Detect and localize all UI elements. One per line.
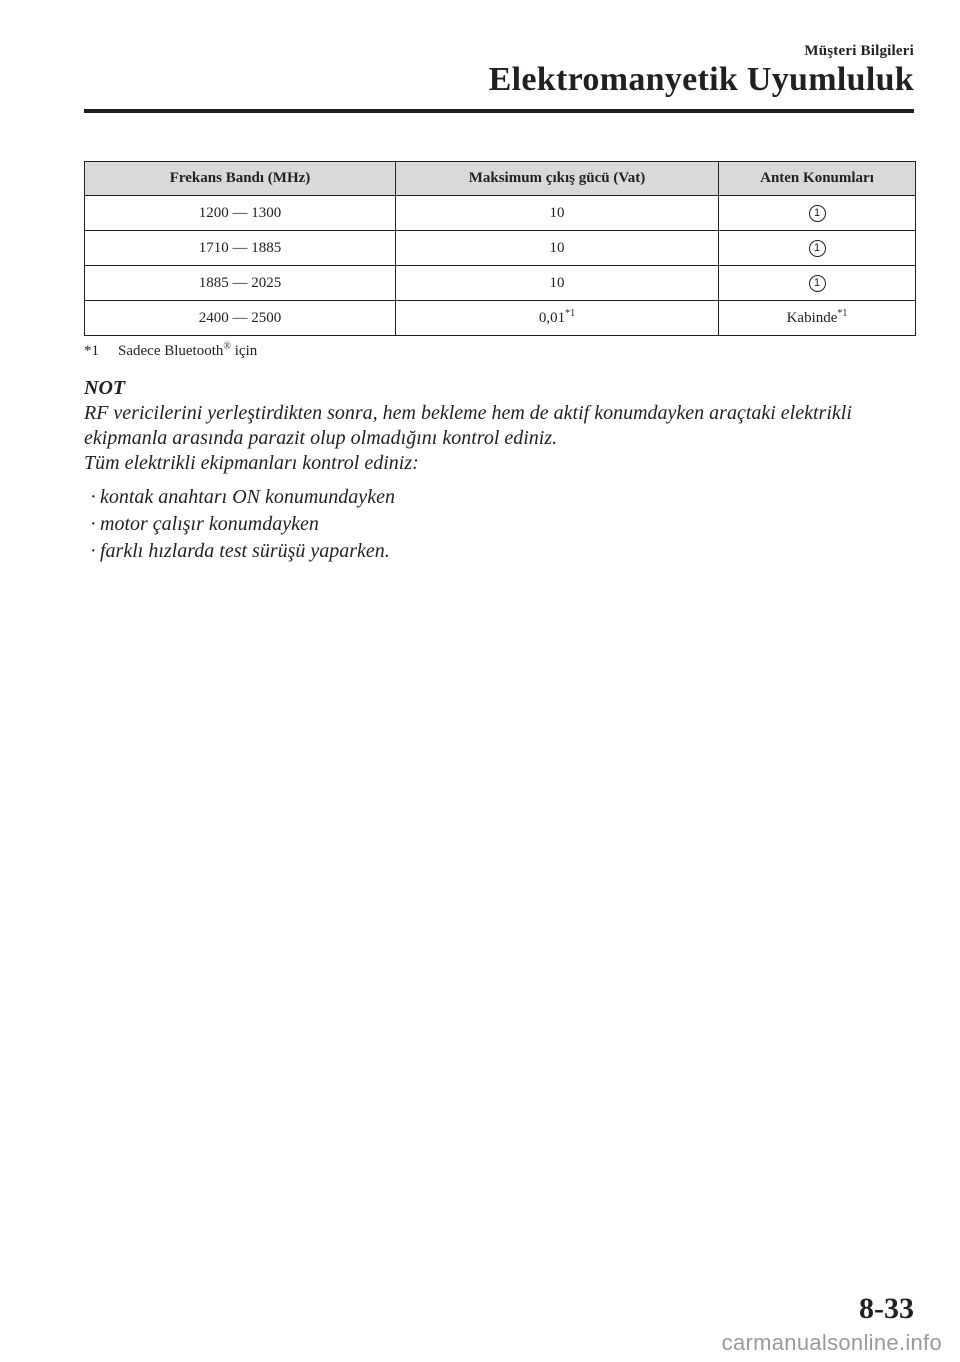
power-cell bbox=[396, 231, 719, 266]
bullet-icon: · bbox=[90, 540, 97, 562]
antenna-location-marker: 1 bbox=[809, 240, 826, 257]
note-block bbox=[84, 376, 924, 565]
note-bullet-list bbox=[84, 484, 924, 565]
frequency-cell: 1710 — 1885 bbox=[85, 231, 396, 266]
header-divider bbox=[84, 109, 914, 113]
section-label: Müşteri Bilgileri bbox=[804, 43, 914, 59]
table-row bbox=[85, 266, 916, 301]
note-paragraph: RF vericilerini yerleştirdikten sonra, hem bekleme hem de aktif konumdayken araçtaki elektrikli ekipmanla arasında parazit olup olmadığını kontrol ediniz. bbox=[84, 402, 852, 449]
chapter-title: Elektromanyetik Uyumluluk bbox=[488, 61, 914, 98]
watermark: carmanualsonline.info bbox=[721, 1330, 942, 1355]
antenna-footnote-mark: *1 bbox=[837, 307, 848, 319]
column-header-frequency: Frekans Bandı (MHz) bbox=[85, 162, 396, 196]
list-item bbox=[90, 484, 924, 511]
power-cell bbox=[396, 266, 719, 301]
power-value: 0,01 bbox=[538, 309, 566, 326]
list-item bbox=[90, 511, 924, 538]
list-item-text: kontak anahtarı ON konumundayken bbox=[100, 486, 395, 508]
frequency-cell: 1885 — 2025 bbox=[85, 266, 396, 301]
bullet-icon: · bbox=[90, 486, 97, 508]
column-header-antenna: Anten Konumları bbox=[719, 162, 916, 196]
antenna-location-text: Kabinde bbox=[786, 309, 838, 326]
column-header-power: Maksimum çıkış gücü (Vat) bbox=[396, 162, 719, 196]
list-item bbox=[90, 538, 924, 565]
table-row bbox=[85, 231, 916, 266]
table-footnote bbox=[84, 343, 257, 360]
power-footnote-mark: *1 bbox=[565, 307, 576, 319]
registered-mark: ® bbox=[223, 341, 231, 352]
antenna-cell bbox=[719, 301, 916, 336]
power-value: 10 bbox=[549, 204, 565, 221]
frequency-table bbox=[84, 161, 916, 336]
table-row bbox=[85, 196, 916, 231]
footnote-mark: *1 bbox=[84, 343, 99, 359]
antenna-cell bbox=[719, 196, 916, 231]
note-heading: NOT bbox=[84, 377, 126, 399]
frequency-cell: 1200 — 1300 bbox=[85, 196, 396, 231]
footnote-suffix: için bbox=[231, 343, 258, 359]
frequency-cell: 2400 — 2500 bbox=[85, 301, 396, 336]
table-row bbox=[85, 301, 916, 336]
power-value: 10 bbox=[549, 239, 565, 256]
page-number: 8-33 bbox=[859, 1292, 914, 1325]
list-item-text: motor çalışır konumdayken bbox=[100, 513, 319, 535]
power-cell bbox=[396, 301, 719, 336]
antenna-location-marker: 1 bbox=[809, 275, 826, 292]
footnote-text: Sadece Bluetooth bbox=[118, 343, 224, 359]
power-cell bbox=[396, 196, 719, 231]
antenna-cell bbox=[719, 231, 916, 266]
list-item-text: farklı hızlarda test sürüşü yaparken. bbox=[100, 540, 390, 562]
bullet-icon: · bbox=[90, 513, 97, 535]
antenna-cell bbox=[719, 266, 916, 301]
antenna-location-marker: 1 bbox=[809, 205, 826, 222]
note-paragraph: Tüm elektrikli ekipmanları kontrol ediniz: bbox=[84, 452, 419, 474]
table-header-row bbox=[85, 162, 916, 196]
power-value: 10 bbox=[549, 274, 565, 291]
